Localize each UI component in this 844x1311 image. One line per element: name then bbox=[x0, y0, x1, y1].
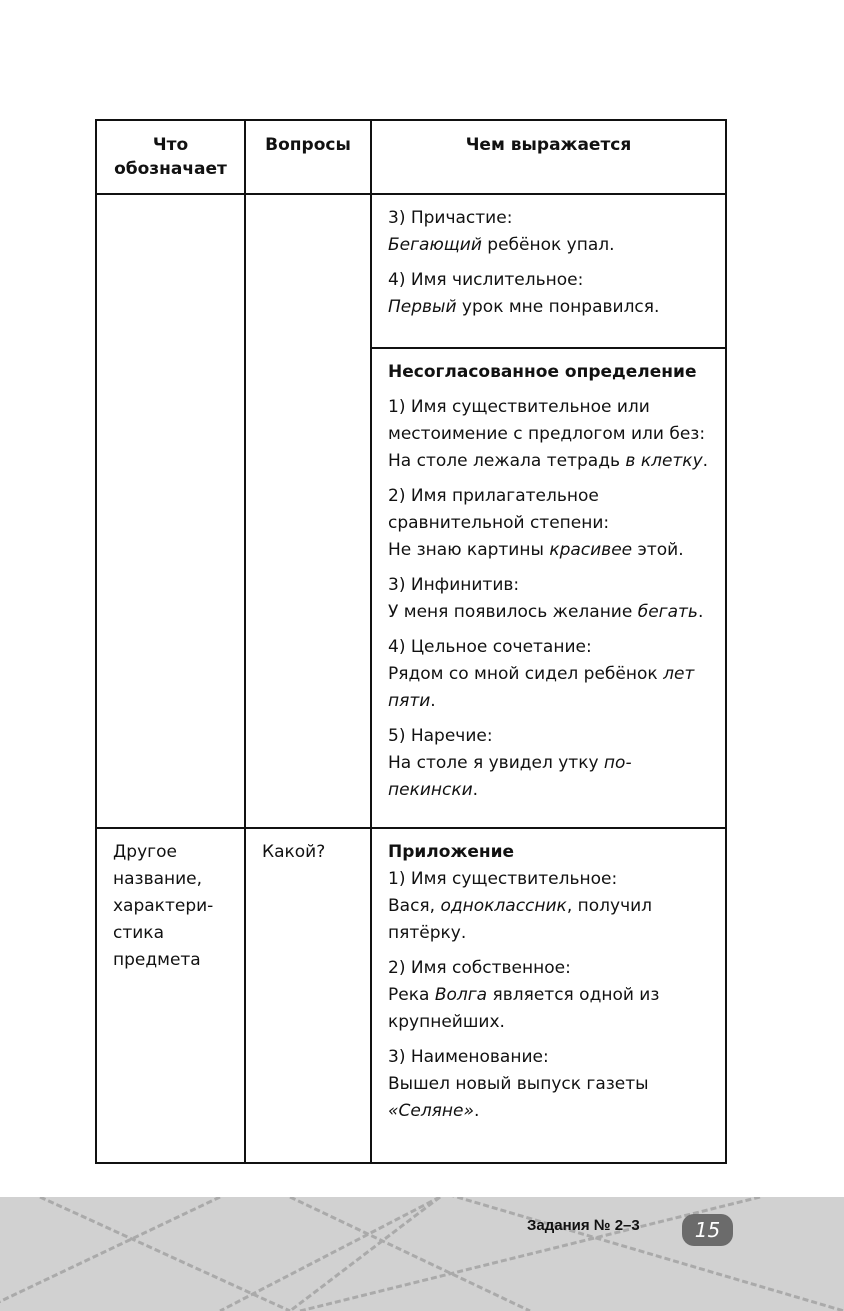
item-example: Вася, одноклассник, получил пятёрку. bbox=[388, 896, 653, 943]
question-cell: Какой? bbox=[245, 828, 371, 1163]
empty-cell bbox=[245, 194, 371, 828]
item-example: Река Волга является одной из крупнейших. bbox=[388, 985, 660, 1032]
row2-cell bbox=[371, 348, 726, 828]
item-label: 1) Имя существительное: bbox=[388, 869, 618, 889]
section-title: Несогласованное определение bbox=[388, 362, 697, 382]
table-header bbox=[96, 120, 726, 194]
text-line: 3) Причастие: bbox=[388, 208, 513, 228]
item-label: 2) Имя прилагательное сравнительной степени: bbox=[388, 486, 610, 533]
page-footer bbox=[0, 1197, 844, 1311]
page-number: 15 bbox=[682, 1214, 733, 1246]
item-example: На столе лежала тетрадь в клетку. bbox=[388, 451, 709, 471]
item-label: 3) Инфинитив: bbox=[388, 575, 520, 595]
section-label: Задания № 2–3 bbox=[527, 1217, 640, 1234]
item-label: 4) Цельное сочетание: bbox=[388, 637, 592, 657]
text-line: 4) Имя числительное: bbox=[388, 270, 584, 290]
item-label: 5) Наречие: bbox=[388, 726, 493, 746]
header-expressed: Чем выражается bbox=[371, 120, 726, 194]
definition-table bbox=[95, 119, 727, 1164]
header-meaning: Что обозначает bbox=[96, 120, 245, 194]
table-row bbox=[96, 194, 726, 348]
section-title: Приложение bbox=[388, 842, 515, 862]
item-example: У меня появилось желание бегать. bbox=[388, 602, 704, 622]
item-label: 1) Имя существительное или местоимение с предлогом или без: bbox=[388, 397, 706, 444]
item-label: 2) Имя собственное: bbox=[388, 958, 571, 978]
text-line: Первый урок мне понравился. bbox=[388, 297, 660, 317]
meaning-cell: Другое название, характери-стика предмета bbox=[96, 828, 245, 1163]
row3-cell bbox=[371, 828, 726, 1163]
item-example: На столе я увидел утку по-пекински. bbox=[388, 753, 632, 800]
item-example: Вышел новый выпуск газеты «Селяне». bbox=[388, 1074, 649, 1121]
header-questions: Вопросы bbox=[245, 120, 371, 194]
item-example: Рядом со мной сидел ребёнок лет пяти. bbox=[388, 664, 695, 711]
empty-cell bbox=[96, 194, 245, 828]
table-row bbox=[96, 828, 726, 1163]
row1-cell bbox=[371, 194, 726, 348]
item-example: Не знаю картины красивее этой. bbox=[388, 540, 684, 560]
text-line: Бегающий ребёнок упал. bbox=[388, 235, 615, 255]
item-label: 3) Наименование: bbox=[388, 1047, 549, 1067]
